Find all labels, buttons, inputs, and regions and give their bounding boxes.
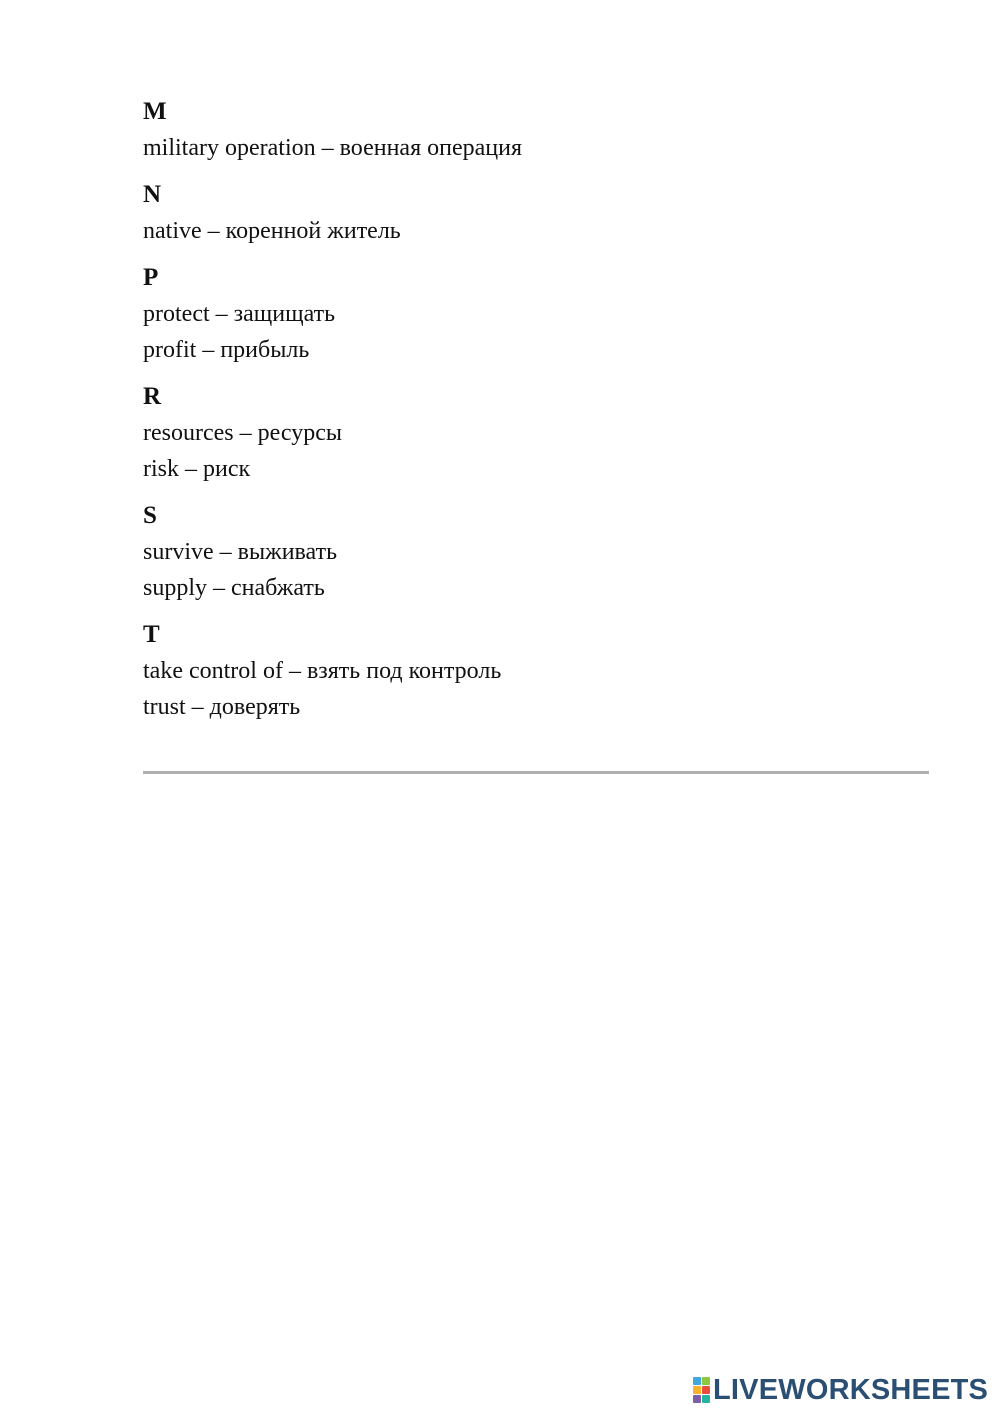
brand-wordmark: LIVEWORKSHEETS bbox=[713, 1373, 989, 1406]
glossary-entry: risk – риск bbox=[143, 456, 251, 482]
glossary-entry: survive – выживать bbox=[143, 539, 338, 565]
section-letter: N bbox=[143, 181, 162, 208]
glossary-section-s bbox=[143, 499, 933, 606]
glossary-section-r bbox=[143, 380, 933, 487]
glossary-entry: resources – ресурсы bbox=[143, 420, 342, 446]
glossary-entry: supply – снабжать bbox=[143, 575, 325, 601]
logo-square bbox=[702, 1377, 710, 1385]
section-letter: M bbox=[143, 98, 167, 125]
liveworksheets-brand bbox=[693, 1374, 988, 1406]
logo-square bbox=[702, 1386, 710, 1394]
section-letter: T bbox=[143, 621, 160, 648]
glossary-entry: native – коренной житель bbox=[143, 218, 401, 244]
glossary-entry: protect – защищать bbox=[143, 301, 336, 327]
glossary-entry: profit – прибыль bbox=[143, 337, 310, 363]
glossary-section-n bbox=[143, 178, 933, 249]
logo-square bbox=[693, 1386, 701, 1394]
horizontal-divider bbox=[143, 771, 929, 774]
glossary-entry: trust – доверять bbox=[143, 694, 301, 720]
logo-square bbox=[693, 1395, 701, 1403]
glossary-entry: take control of – взять под контроль bbox=[143, 658, 502, 684]
glossary-entry: military operation – военная операция bbox=[143, 135, 522, 161]
section-letter: S bbox=[143, 502, 157, 529]
section-letter: P bbox=[143, 264, 159, 291]
glossary-section-m bbox=[143, 95, 933, 166]
logo-square bbox=[702, 1395, 710, 1403]
logo-square bbox=[693, 1377, 701, 1385]
liveworksheets-logo-icon bbox=[693, 1377, 709, 1403]
section-letter: R bbox=[143, 383, 162, 410]
glossary-section-t bbox=[143, 618, 933, 725]
glossary-section-p bbox=[143, 261, 933, 368]
glossary bbox=[143, 95, 933, 737]
